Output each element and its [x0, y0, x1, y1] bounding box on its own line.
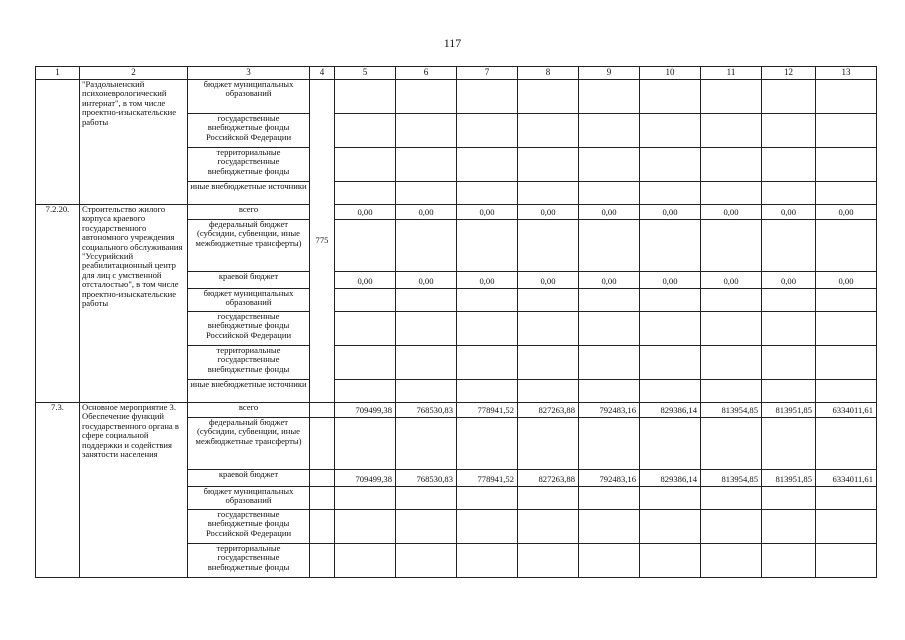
value-cell [579, 544, 640, 578]
value-cell [762, 487, 816, 510]
page-number: 117 [443, 36, 462, 50]
value-cell [701, 346, 762, 380]
value-cell [396, 544, 457, 578]
value-cell [816, 289, 877, 312]
value-cell [816, 346, 877, 380]
value-cell: 813954,85 [701, 470, 762, 487]
value-cell [335, 182, 396, 205]
value-cell: 778941,52 [457, 403, 518, 418]
value-cell [640, 544, 701, 578]
value-cell: 0,00 [762, 272, 816, 289]
value-cell [701, 510, 762, 544]
value-cell [640, 148, 701, 182]
value-cell: 709499,38 [335, 403, 396, 418]
value-cell [640, 182, 701, 205]
value-cell: 6334011,61 [816, 403, 877, 418]
value-cell: 0,00 [335, 272, 396, 289]
value-cell: 0,00 [457, 205, 518, 220]
value-cell [457, 80, 518, 114]
value-cell [640, 380, 701, 403]
value-cell [640, 346, 701, 380]
value-cell [518, 182, 579, 205]
value-cell [640, 312, 701, 346]
value-cell [335, 148, 396, 182]
value-cell [457, 544, 518, 578]
value-cell [396, 346, 457, 380]
funding-source-label: краевой бюджет [188, 470, 310, 487]
value-cell: 6334011,61 [816, 470, 877, 487]
budget-table [35, 66, 877, 578]
value-cell [579, 80, 640, 114]
column-header: 2 [80, 67, 188, 80]
value-cell [518, 220, 579, 272]
item-name: "Раздольненский психоневрологический интернат", в том числе проектно-изыскательские работы [80, 80, 188, 205]
item-name: Строительство жилого корпуса краевого государственного автономного учреждения социального обслуживания "Уссурийский реабилитационный центр для лиц с умственной отсталостью", в том числе проектно-изыскательские работы [80, 205, 188, 403]
value-cell [579, 114, 640, 148]
value-cell: 0,00 [457, 272, 518, 289]
value-cell [396, 114, 457, 148]
value-cell [457, 487, 518, 510]
value-cell [579, 380, 640, 403]
funding-source-label: государственные внебюджетные фонды Российской Федерации [188, 114, 310, 148]
column-4-cell [310, 487, 335, 510]
value-cell [816, 544, 877, 578]
column-header: 8 [518, 67, 579, 80]
value-cell [396, 289, 457, 312]
funding-source-label: территориальные государственные внебюджетные фонды [188, 346, 310, 380]
value-cell [335, 346, 396, 380]
value-cell [396, 80, 457, 114]
value-cell [518, 312, 579, 346]
value-cell [701, 312, 762, 346]
value-cell [579, 487, 640, 510]
funding-source-label: государственные внебюджетные фонды Российской Федерации [188, 510, 310, 544]
value-cell [640, 114, 701, 148]
column-header: 10 [640, 67, 701, 80]
value-cell: 0,00 [640, 205, 701, 220]
value-cell [701, 544, 762, 578]
funding-source-label: федеральный бюджет (субсидии, субвенции, иные межбюджетные трансферты) [188, 418, 310, 470]
value-cell [457, 380, 518, 403]
column-4-cell [310, 403, 335, 418]
value-cell: 0,00 [701, 205, 762, 220]
value-cell [762, 148, 816, 182]
value-cell: 813951,85 [762, 403, 816, 418]
funding-source-label: бюджет муниципальных образований [188, 487, 310, 510]
value-cell: 0,00 [579, 272, 640, 289]
value-cell [701, 418, 762, 470]
value-cell [518, 80, 579, 114]
value-cell [335, 487, 396, 510]
value-cell [640, 220, 701, 272]
value-cell [762, 220, 816, 272]
value-cell [816, 418, 877, 470]
funding-source-label: федеральный бюджет (субсидии, субвенции, иные межбюджетные трансферты) [188, 220, 310, 272]
value-cell: 0,00 [518, 205, 579, 220]
value-cell [335, 380, 396, 403]
value-cell [518, 346, 579, 380]
value-cell [816, 182, 877, 205]
value-cell [579, 289, 640, 312]
value-cell [701, 220, 762, 272]
funding-source-label: всего [188, 205, 310, 220]
column-4-cell [310, 470, 335, 487]
value-cell [335, 80, 396, 114]
column-header: 3 [188, 67, 310, 80]
value-cell [816, 80, 877, 114]
value-cell [457, 289, 518, 312]
value-cell [762, 418, 816, 470]
value-cell: 0,00 [396, 272, 457, 289]
value-cell [457, 114, 518, 148]
column-header: 9 [579, 67, 640, 80]
funding-source-label: иные внебюджетные источники [188, 182, 310, 205]
value-cell [518, 418, 579, 470]
value-cell [396, 418, 457, 470]
value-cell [640, 80, 701, 114]
item-code: 7.2.20. [36, 205, 80, 403]
value-cell [816, 510, 877, 544]
value-cell [518, 114, 579, 148]
value-cell [579, 510, 640, 544]
value-cell [335, 114, 396, 148]
value-cell: 0,00 [816, 205, 877, 220]
value-cell: 792483,16 [579, 403, 640, 418]
value-cell [579, 182, 640, 205]
column-4-cell [310, 544, 335, 578]
value-cell [762, 289, 816, 312]
value-cell [457, 418, 518, 470]
column-header: 1 [36, 67, 80, 80]
item-code: 7.3. [36, 403, 80, 578]
funding-source-label: территориальные государственные внебюджетные фонды [188, 544, 310, 578]
value-cell [579, 220, 640, 272]
value-cell: 709499,38 [335, 470, 396, 487]
value-cell: 827263,88 [518, 403, 579, 418]
value-cell [518, 380, 579, 403]
value-cell [762, 346, 816, 380]
value-cell [518, 510, 579, 544]
column-header: 6 [396, 67, 457, 80]
funding-source-label: краевой бюджет [188, 272, 310, 289]
header-row [36, 67, 877, 80]
value-cell [701, 114, 762, 148]
value-cell: 792483,16 [579, 470, 640, 487]
table-body [36, 80, 877, 578]
column-header: 13 [816, 67, 877, 80]
value-cell: 829386,14 [640, 470, 701, 487]
value-cell [701, 148, 762, 182]
value-cell: 0,00 [518, 272, 579, 289]
value-cell [396, 148, 457, 182]
value-cell [640, 510, 701, 544]
value-cell [396, 182, 457, 205]
value-cell: 0,00 [762, 205, 816, 220]
table-row [36, 205, 877, 220]
value-cell [762, 544, 816, 578]
value-cell [701, 487, 762, 510]
table-row [36, 403, 877, 418]
column-header: 12 [762, 67, 816, 80]
value-cell [816, 312, 877, 346]
value-cell [396, 312, 457, 346]
value-cell: 827263,88 [518, 470, 579, 487]
value-cell [701, 80, 762, 114]
value-cell [518, 148, 579, 182]
value-cell [579, 418, 640, 470]
value-cell: 0,00 [816, 272, 877, 289]
table-row [36, 80, 877, 114]
value-cell [518, 544, 579, 578]
value-cell [457, 510, 518, 544]
value-cell [816, 220, 877, 272]
column-4-cell [310, 418, 335, 470]
value-cell [457, 346, 518, 380]
value-cell [816, 487, 877, 510]
item-code [36, 80, 80, 205]
value-cell [457, 312, 518, 346]
value-cell [816, 148, 877, 182]
value-cell: 813951,85 [762, 470, 816, 487]
value-cell [396, 380, 457, 403]
value-cell [396, 220, 457, 272]
value-cell [762, 182, 816, 205]
value-cell [579, 148, 640, 182]
value-cell [816, 380, 877, 403]
column-header: 7 [457, 67, 518, 80]
value-cell [457, 148, 518, 182]
value-cell [701, 182, 762, 205]
value-cell [579, 346, 640, 380]
value-cell [335, 544, 396, 578]
value-cell [335, 418, 396, 470]
value-cell: 0,00 [579, 205, 640, 220]
value-cell: 0,00 [396, 205, 457, 220]
value-cell: 768530,83 [396, 470, 457, 487]
value-cell: 0,00 [640, 272, 701, 289]
value-cell [640, 418, 701, 470]
funding-source-label: бюджет муниципальных образований [188, 289, 310, 312]
value-cell [762, 80, 816, 114]
column-header: 5 [335, 67, 396, 80]
column-4-cell [310, 510, 335, 544]
value-cell: 813954,85 [701, 403, 762, 418]
column-header: 11 [701, 67, 762, 80]
funding-source-label: бюджет муниципальных образований [188, 80, 310, 114]
value-cell [762, 114, 816, 148]
value-cell [335, 312, 396, 346]
value-cell [701, 380, 762, 403]
value-cell: 829386,14 [640, 403, 701, 418]
value-cell [518, 289, 579, 312]
value-cell [335, 510, 396, 544]
value-cell [762, 312, 816, 346]
value-cell [701, 289, 762, 312]
funding-source-label: государственные внебюджетные фонды Российской Федерации [188, 312, 310, 346]
value-cell: 778941,52 [457, 470, 518, 487]
value-cell: 768530,83 [396, 403, 457, 418]
funding-source-label: иные внебюджетные источники [188, 380, 310, 403]
value-cell [640, 289, 701, 312]
value-cell [518, 487, 579, 510]
value-cell [640, 487, 701, 510]
value-cell [816, 114, 877, 148]
value-cell [396, 510, 457, 544]
column-header: 4 [310, 67, 335, 80]
item-name: Основное мероприятие 3. Обеспечение функций государственного органа в сфере социальной поддержки и содействия занятости населения [80, 403, 188, 578]
value-cell [335, 289, 396, 312]
value-cell: 0,00 [335, 205, 396, 220]
value-cell [579, 312, 640, 346]
value-cell [457, 220, 518, 272]
value-cell [335, 220, 396, 272]
value-cell: 0,00 [701, 272, 762, 289]
value-cell [762, 510, 816, 544]
value-cell [457, 182, 518, 205]
value-cell [762, 380, 816, 403]
value-cell [396, 487, 457, 510]
funding-source-label: всего [188, 403, 310, 418]
column-4-value: 775 [310, 80, 335, 403]
funding-source-label: территориальные государственные внебюджетные фонды [188, 148, 310, 182]
